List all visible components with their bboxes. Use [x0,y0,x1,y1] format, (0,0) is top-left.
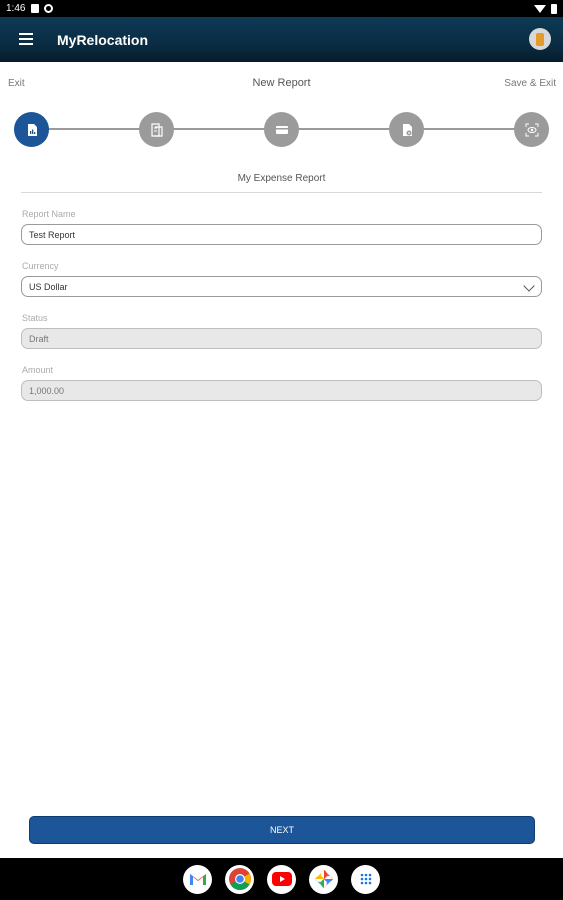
step-attachments[interactable] [389,112,424,147]
status-time: 1:46 [6,3,26,14]
card-icon [275,123,289,137]
progress-stepper [14,112,550,148]
report-name-label: Report Name [22,209,76,219]
chevron-down-icon [523,280,534,291]
receipts-icon [150,123,164,137]
exit-button[interactable]: Exit [8,78,25,89]
app-drawer-icon[interactable] [351,865,380,894]
youtube-icon[interactable] [267,865,296,894]
settings-status-icon [44,4,53,13]
status-label: Status [22,313,48,323]
currency-value: US Dollar [29,281,68,292]
attachment-icon [400,123,414,137]
app-title: MyRelocation [57,32,149,48]
battery-icon [551,4,557,14]
app-bar [0,17,563,62]
step-report-details[interactable] [14,112,49,147]
gmail-icon[interactable] [183,865,212,894]
status-value: Draft [29,333,49,344]
step-review[interactable] [514,112,549,147]
report-name-input[interactable] [21,224,542,245]
amount-label: Amount [22,365,54,375]
section-title: My Expense Report [237,173,326,184]
review-icon [525,123,539,137]
next-button[interactable]: NEXT [29,816,535,844]
photos-icon[interactable] [309,865,338,894]
profile-avatar[interactable] [529,28,551,50]
status-bar [0,0,563,17]
report-name-value: Test Report [29,229,76,240]
phone-icon [536,33,544,46]
report-nav [0,76,563,92]
page-title: New Report [252,77,311,89]
status-field [21,328,542,349]
app-dock [0,858,563,900]
save-exit-button[interactable]: Save & Exit [504,78,556,89]
divider [21,192,542,193]
currency-label: Currency [22,261,59,271]
currency-select[interactable] [21,276,542,297]
step-receipts[interactable] [139,112,174,147]
amount-field [21,380,542,401]
sim-card-icon [31,4,39,13]
step-payment[interactable] [264,112,299,147]
amount-value: 1,000.00 [29,385,65,396]
wifi-icon [534,5,546,13]
report-document-icon [25,123,39,137]
menu-icon[interactable] [19,33,33,45]
chrome-icon[interactable] [225,865,254,894]
